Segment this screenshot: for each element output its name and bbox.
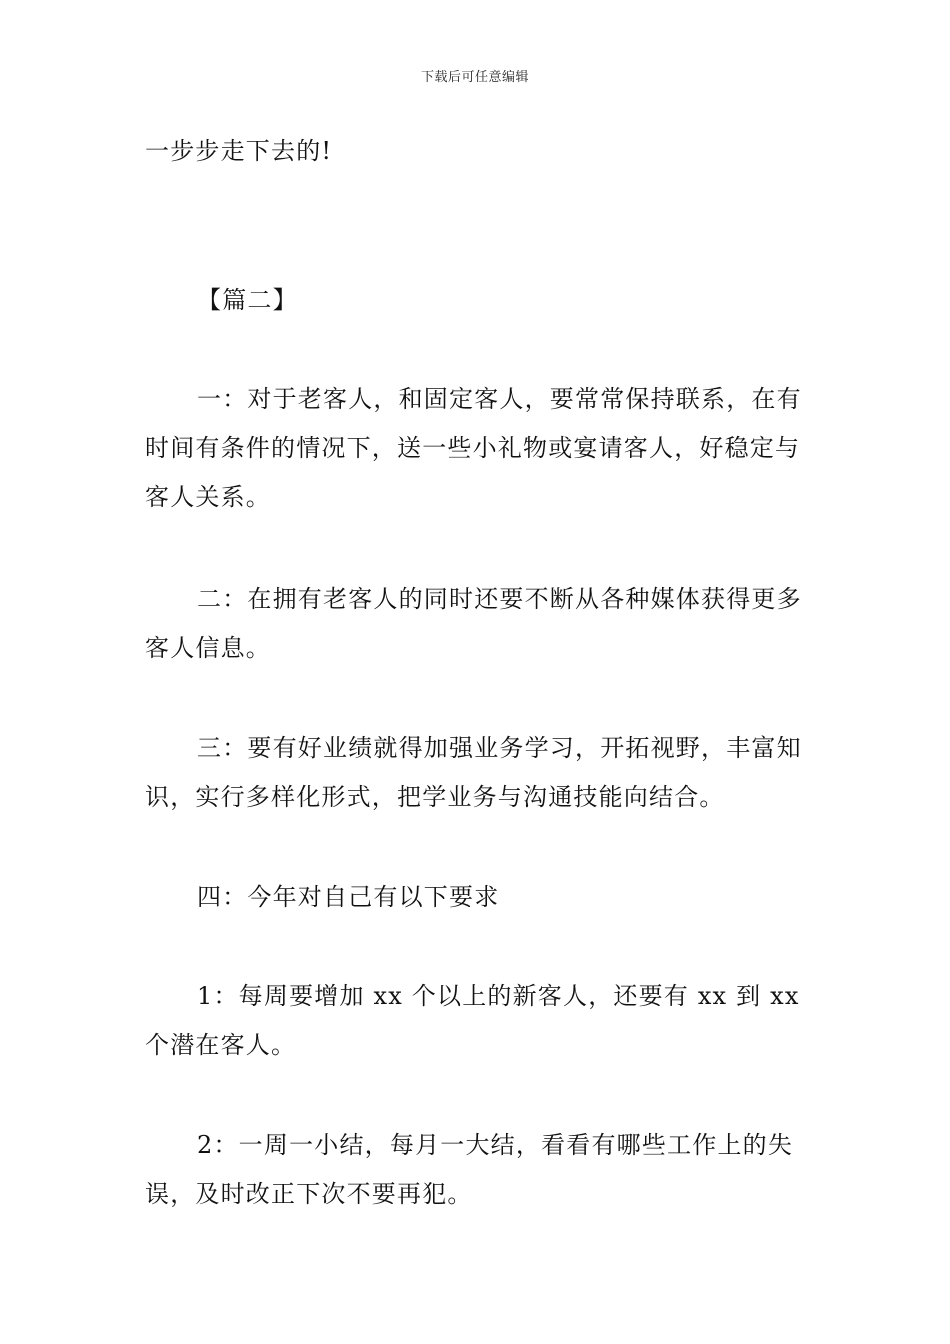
page-header: 下载后可任意编辑	[420, 70, 529, 85]
paragraph-item-3: 三：要有好业绩就得加强业务学习，开拓视野，丰富知识，实行多样化形式，把学业务与沟通技能向结合。	[145, 734, 802, 811]
paragraph-item-1: 一：对于老客人，和固定客人，要常常保持联系，在有时间有条件的情况下，送一些小礼物或宴请客人，好稳定与客人关系。	[145, 385, 802, 511]
continuation-paragraph: 一步步走下去的!	[145, 137, 333, 165]
paragraph-item-2: 二：在拥有老客人的同时还要不断从各种媒体获得更多客人信息。	[145, 585, 802, 662]
paragraph-item-4: 四：今年对自己有以下要求	[197, 883, 500, 911]
paragraph-requirement-1: 1：每周要增加 xx 个以上的新客人，还要有 xx 到 xx 个潜在客人。	[145, 982, 800, 1059]
section-heading: 【篇二】	[197, 286, 298, 314]
paragraph-requirement-2: 2：一周一小结，每月一大结，看看有哪些工作上的失误，及时改正下次不要再犯。	[145, 1131, 794, 1208]
